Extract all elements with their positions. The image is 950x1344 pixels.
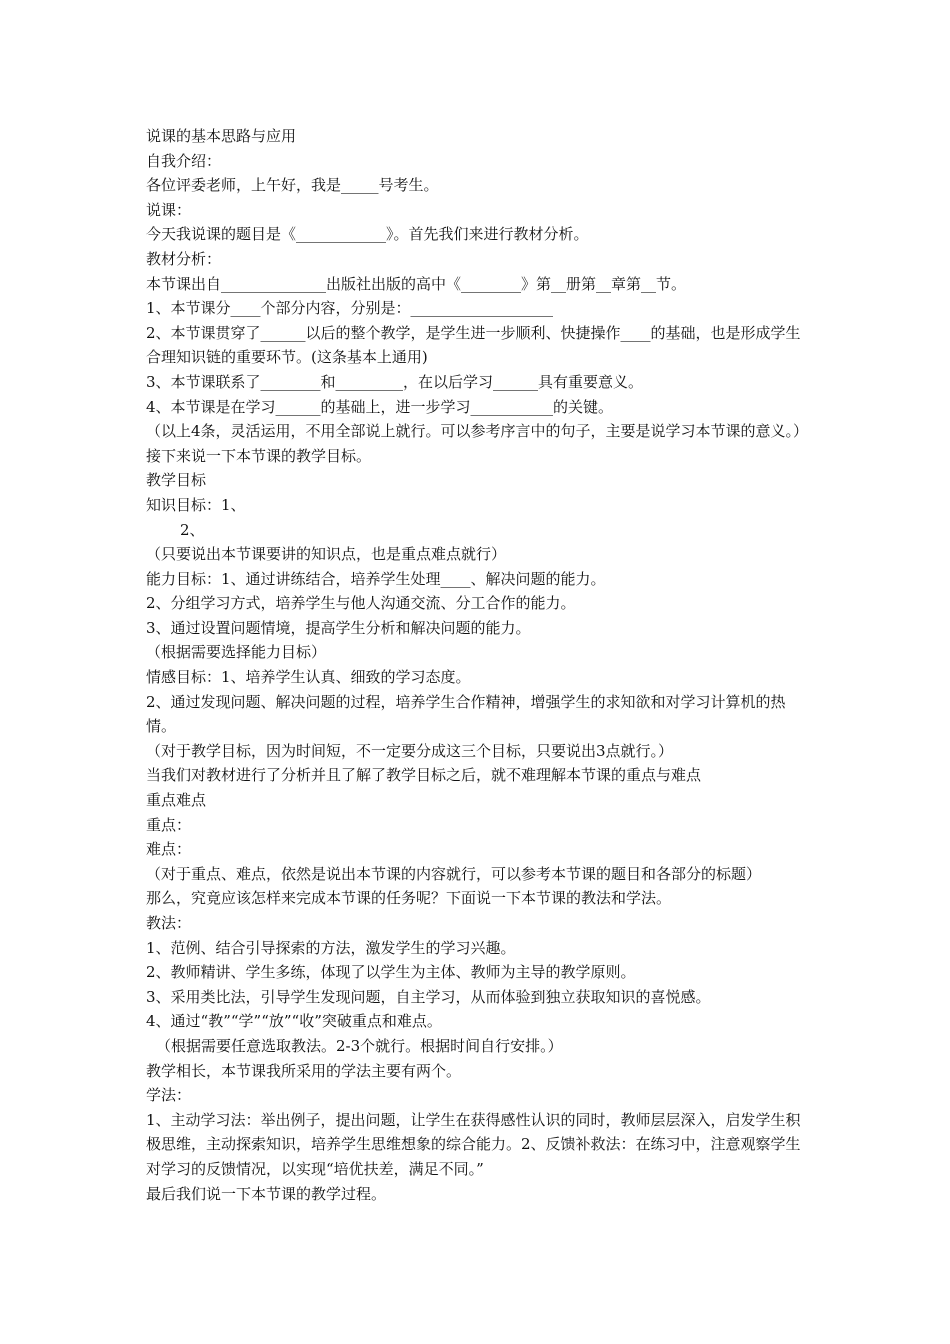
list-item: 2、 bbox=[180, 520, 205, 539]
list-item: 2、分组学习方式，培养学生与他人沟通交流、分工合作的能力。 bbox=[146, 594, 576, 613]
note-paragraph: （对于教学目标，因为时间短，不一定要分成这三个目标，只要说出3点就行。） bbox=[146, 741, 674, 760]
paragraph: 教学相长，本节课我所采用的学法主要有两个。 bbox=[146, 1061, 462, 1080]
paragraph: 今天我说课的题目是《____________》。首先我们来进行教材分析。 bbox=[146, 225, 589, 244]
list-item: 3、采用类比法，引导学生发现问题，自主学习，从而体验到独立获取知识的喜悦感。 bbox=[146, 987, 711, 1006]
list-item: 情感目标：1、培养学生认真、细致的学习态度。 bbox=[146, 668, 471, 687]
paragraph: 本节课出自______________出版社出版的高中《________》第__册第__章第__节。 bbox=[146, 274, 687, 293]
list-item: 1、主动学习法：举出例子，提出问题，让学生在获得感性认识的同时，教师层层深入，启发学生积极思维，主动探索知识，培养学生思维想象的综合能力。2、反馈补救法：在练习中，注意观察学生对学习的反馈情况，以实现“培优扶差，满足不同。” bbox=[146, 1110, 801, 1178]
section-heading-teaching-methods: 教法： bbox=[146, 914, 192, 932]
section-heading-self-intro: 自我介绍： bbox=[146, 151, 222, 170]
section-heading-material-analysis: 教材分析： bbox=[146, 249, 222, 268]
list-item: 2、教师精讲、学生多练，体现了以学生为主体、教师为主导的教学原则。 bbox=[146, 963, 636, 982]
note-paragraph: （根据需要选择能力目标） bbox=[146, 643, 327, 662]
paragraph: 最后我们说一下本节课的教学过程。 bbox=[146, 1184, 387, 1203]
list-item: 4、本节课是在学习______的基础上，进一步学习___________的关键。 bbox=[146, 397, 614, 416]
paragraph: 当我们对教材进行了分析并且了解了教学目标之后，就不难理解本节课的重点与难点 bbox=[146, 766, 702, 785]
paragraph: 重点： bbox=[146, 815, 192, 834]
paragraph: 难点： bbox=[146, 840, 192, 859]
paragraph: 各位评委老师，上午好，我是_____号考生。 bbox=[146, 176, 439, 195]
section-heading-teaching-goals: 教学目标 bbox=[146, 471, 207, 490]
section-heading-learning-methods: 学法： bbox=[146, 1086, 192, 1105]
list-item: 2、通过发现问题、解决问题的过程，培养学生合作精神，增强学生的求知欲和对学习计算机的热情。 bbox=[146, 692, 786, 736]
note-paragraph: （对于重点、难点，依然是说出本节课的内容就行，可以参考本节课的题目和各部分的标题） bbox=[146, 864, 762, 883]
list-item: 1、范例、结合引导探索的方法，激发学生的学习兴趣。 bbox=[146, 938, 516, 957]
note-paragraph: （只要说出本节课要讲的知识点，也是重点难点就行） bbox=[146, 545, 507, 564]
document-body bbox=[146, 124, 812, 1206]
list-item: 知识目标：1、 bbox=[146, 495, 246, 514]
list-item: 3、本节课联系了________和_________，在以后学习______具有重要意义。 bbox=[146, 372, 644, 391]
paragraph: 那么，究竟应该怎样来完成本节课的任务呢？下面说一下本节课的教法和学法。 bbox=[146, 889, 672, 908]
list-item: 能力目标：1、通过讲练结合，培养学生处理____、解决问题的能力。 bbox=[146, 569, 606, 588]
list-item: 3、通过设置问题情境，提高学生分析和解决问题的能力。 bbox=[146, 618, 531, 637]
list-item: 1、本节课分____个部分内容，分别是：___________________ bbox=[146, 299, 554, 318]
document-title: 说课的基本思路与应用 bbox=[146, 127, 297, 145]
note-paragraph: （根据需要任意选取教法。2-3个就行。根据时间自行安排。） bbox=[156, 1036, 563, 1055]
section-heading-key-points: 重点难点 bbox=[146, 791, 207, 810]
list-item: 4、通过“教”“学”“放”“收”突破重点和难点。 bbox=[146, 1012, 442, 1031]
section-heading-lecture: 说课： bbox=[146, 200, 192, 219]
list-item: 2、本节课贯穿了______以后的整个教学，是学生进一步顺利、快捷操作____的基础，也是形成学生合理知识链的重要环节。(这条基本上通用) bbox=[146, 323, 801, 367]
note-paragraph: （以上4条，灵活运用，不用全部说上就行。可以参考序言中的句子，主要是说学习本节课的意义。）接下来说一下本节课的教学目标。 bbox=[146, 422, 809, 465]
